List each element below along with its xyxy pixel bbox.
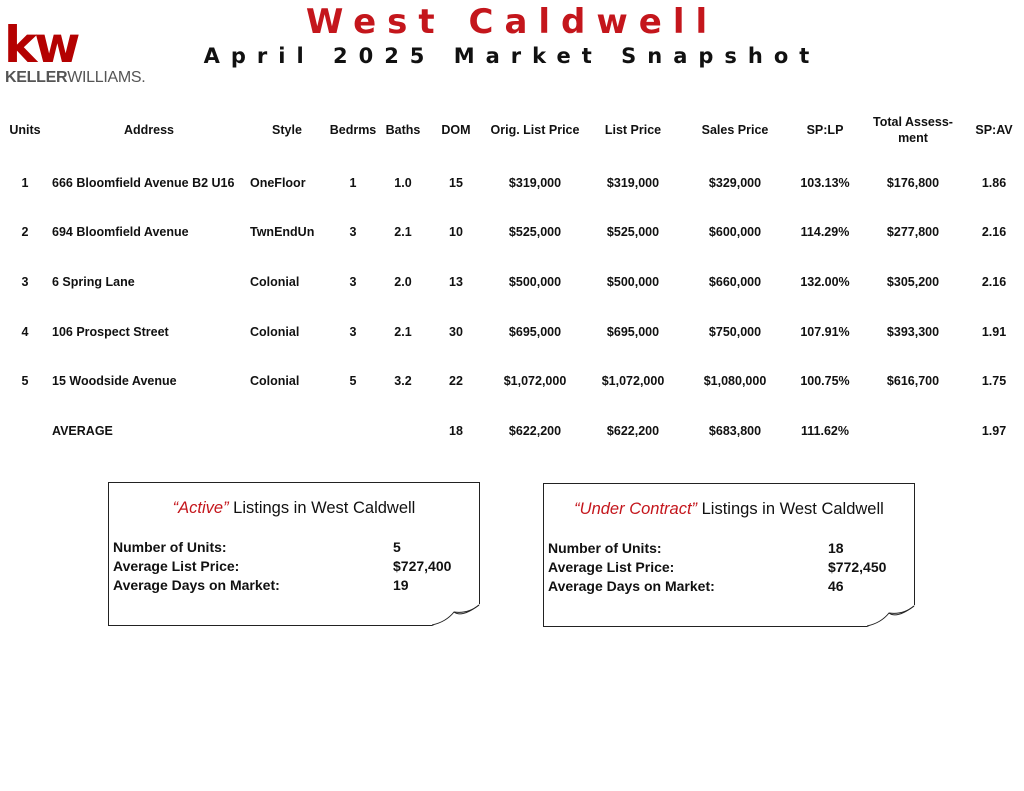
cell-empty: [326, 406, 380, 456]
col-header: SP:AV: [975, 123, 1013, 137]
cell-total-assessment: $176,800: [886, 175, 940, 190]
cell-unit-number: 2: [21, 225, 29, 240]
cell-sp-av: 2.16: [981, 225, 1007, 240]
cell-sales-price: $600,000: [708, 225, 762, 240]
cell-sales-price: $1,080,000: [703, 374, 767, 389]
cell-list-price: $319,000: [606, 175, 660, 190]
page-curl-icon: [432, 604, 480, 626]
cell-sp-av: 2.16: [981, 274, 1007, 289]
col-header: Bedrms: [329, 123, 377, 137]
cell-address: 106 Prospect Street: [52, 324, 169, 339]
cell-address: 15 Woodside Avenue: [52, 374, 177, 389]
cell-sp-av: 1.75: [981, 374, 1007, 389]
logo-name-light: WILLIAMS.: [67, 69, 146, 86]
cell-sp-lp: 114.29%: [800, 225, 850, 240]
cell-style: Colonial: [250, 374, 300, 389]
cell-total-assessment: $616,700: [886, 374, 940, 389]
cell-unit-number: 4: [21, 324, 29, 339]
table-row: [0, 158, 1024, 208]
average-list: $622,200: [606, 423, 660, 438]
col-header: Style: [272, 123, 302, 137]
stat-value: 19: [393, 577, 409, 593]
uc-card-title: [544, 500, 914, 519]
table-row: [0, 257, 1024, 307]
table-body: [0, 158, 1024, 456]
page-title: West Caldwell: [305, 2, 719, 42]
col-header: Orig. List Price: [490, 123, 580, 137]
cell-style: OneFloor: [250, 175, 306, 190]
stat-value: 46: [828, 578, 844, 594]
table-row: [0, 307, 1024, 357]
cell-style: Colonial: [250, 324, 300, 339]
page-curl-icon: [867, 605, 915, 627]
cell-empty: [862, 406, 964, 456]
average-sp-av: 1.97: [981, 423, 1007, 438]
stat-label: Number of Units:: [113, 539, 227, 555]
cell-address: 694 Bloomfield Avenue: [52, 225, 189, 240]
cell-total-assessment: $393,300: [886, 324, 940, 339]
cell-address: 6 Spring Lane: [52, 274, 135, 289]
cell-unit-number: 5: [21, 374, 29, 389]
stat-row: [548, 540, 903, 559]
cell-orig-list-price: $1,072,000: [503, 374, 567, 389]
cell-sales-price: $660,000: [708, 274, 762, 289]
cell-list-price: $525,000: [606, 225, 660, 240]
cell-baths: 2.1: [394, 324, 412, 339]
stat-label: Average List Price:: [548, 559, 675, 575]
cell-orig-list-price: $500,000: [508, 274, 562, 289]
average-orig-list: $622,200: [508, 423, 562, 438]
col-header: Baths: [385, 123, 421, 137]
col-header: List Price: [604, 123, 662, 137]
cell-sp-av: 1.86: [981, 175, 1007, 190]
cell-style: TwnEndUn: [250, 225, 315, 240]
cell-baths: 2.0: [394, 274, 412, 289]
cell-dom: 13: [449, 274, 463, 289]
cell-style: Colonial: [250, 274, 300, 289]
logo-name-bold: KELLER: [5, 69, 68, 86]
uc-highlight: “Under Contract”: [574, 500, 698, 518]
uc-title-rest: Listings in West Caldwell: [697, 500, 884, 518]
cell-orig-list-price: $319,000: [508, 175, 562, 190]
average-label: AVERAGE: [52, 423, 113, 438]
col-header: Address: [123, 123, 175, 137]
cell-total-assessment: $277,800: [886, 225, 940, 240]
stat-value: $772,450: [828, 559, 887, 575]
col-header: DOM: [441, 123, 471, 137]
active-highlight: “Active”: [172, 499, 229, 517]
cell-orig-list-price: $525,000: [508, 225, 562, 240]
cell-dom: 15: [449, 175, 463, 190]
cell-list-price: $500,000: [606, 274, 660, 289]
cell-dom: 10: [449, 225, 463, 240]
cell-sales-price: $750,000: [708, 324, 762, 339]
cell-baths: 3.2: [394, 374, 412, 389]
stat-row: [548, 578, 903, 597]
table-header-row: [0, 102, 1024, 158]
col-header: Units: [9, 123, 41, 137]
cell-address: 666 Bloomfield Avenue B2 U16: [52, 175, 235, 190]
stat-label: Average Days on Market:: [548, 578, 715, 594]
cell-list-price: $1,072,000: [601, 374, 665, 389]
stat-value: 18: [828, 540, 844, 556]
col-header: Sales Price: [701, 123, 769, 137]
cell-bedrooms: 1: [349, 175, 357, 190]
stat-row: [113, 539, 468, 558]
active-listings-card: [108, 482, 480, 626]
cell-baths: 1.0: [394, 175, 412, 190]
stat-value: $727,400: [393, 558, 452, 574]
cell-empty: [248, 406, 326, 456]
stat-row: [113, 577, 468, 596]
cell-bedrooms: 3: [349, 225, 357, 240]
cell-baths: 2.1: [394, 225, 412, 240]
average-dom: 18: [449, 423, 463, 438]
cell-dom: 22: [449, 374, 463, 389]
cell-sp-lp: 100.75%: [800, 374, 850, 389]
cell-total-assessment: $305,200: [886, 274, 940, 289]
stat-row: [113, 558, 468, 577]
cell-sp-lp: 107.91%: [800, 324, 850, 339]
active-card-title: [109, 499, 479, 518]
average-sp-lp: 111.62%: [801, 423, 849, 438]
cell-bedrooms: 3: [349, 324, 357, 339]
stat-label: Number of Units:: [548, 540, 662, 556]
active-card-stats: [113, 539, 468, 596]
active-title-rest: Listings in West Caldwell: [228, 499, 416, 517]
stat-value: 5: [393, 539, 401, 555]
cell-sp-lp: 132.00%: [800, 274, 850, 289]
cell-sp-av: 1.91: [981, 324, 1007, 339]
cell-empty: [380, 406, 426, 456]
stat-label: Average Days on Market:: [113, 577, 280, 593]
table-row-average: [0, 406, 1024, 456]
uc-card-stats: [548, 540, 903, 597]
col-header: SP:LP: [806, 123, 844, 137]
average-sales: $683,800: [708, 423, 762, 438]
cell-sp-lp: 103.13%: [800, 175, 850, 190]
cell-bedrooms: 5: [349, 374, 357, 389]
cell-unit-number: 3: [21, 274, 29, 289]
table-row: [0, 356, 1024, 406]
under-contract-card: [543, 483, 915, 627]
table-row: [0, 208, 1024, 258]
stat-label: Average List Price:: [113, 558, 240, 574]
cell-bedrooms: 3: [349, 274, 357, 289]
stat-row: [548, 559, 903, 578]
cell-orig-list-price: $695,000: [508, 324, 562, 339]
logo-wordmark: [5, 69, 145, 87]
cell-list-price: $695,000: [606, 324, 660, 339]
cell-unit-number: 1: [21, 175, 29, 190]
cell-dom: 30: [449, 324, 463, 339]
sales-table: [0, 102, 1024, 456]
kw-logo-mark: kw: [4, 16, 78, 74]
cell-empty: [0, 406, 50, 456]
cell-sales-price: $329,000: [708, 175, 762, 190]
page-subtitle: April 2025 Market Snapshot: [203, 44, 821, 68]
col-header: Total Assess-ment: [873, 115, 953, 145]
